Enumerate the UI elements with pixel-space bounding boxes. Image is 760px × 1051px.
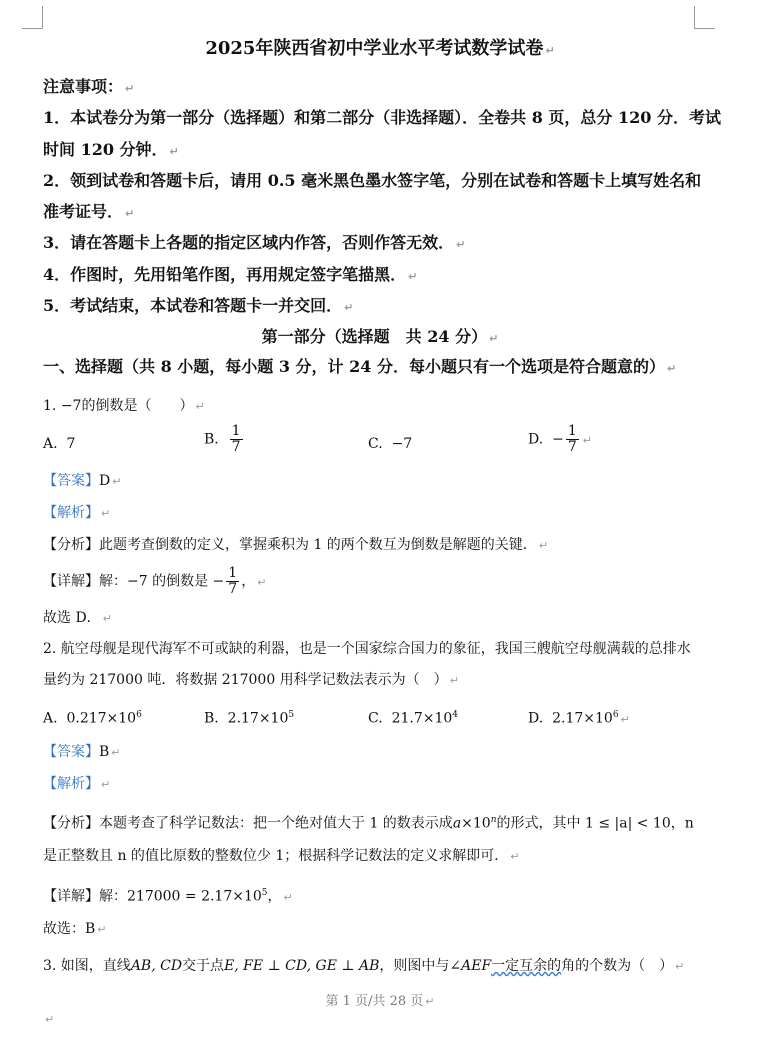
note-item: 准考证号． ↵	[43, 202, 135, 221]
page-footer: 第 1 页/共 28 页 ↵	[325, 994, 435, 1009]
q1-option-d: D. − $\frac{1}{7}$ ↵	[528, 423, 592, 455]
q1-answer: 【答案】D ↵	[43, 473, 122, 489]
q2-option-c: C. $21.7\times 10^4$	[368, 710, 459, 727]
q2-detail: 【详解】解：$217000 = 2.17\times 10^5$， ↵	[43, 888, 293, 905]
q1-option-b: B. $\frac{1}{7}$	[204, 423, 241, 455]
part1-title: 第一部分（选择题 共 24 分） ↵	[261, 327, 499, 346]
q2-option-b: B. $2.17\times 10^5$	[204, 710, 295, 727]
section1-title: 一、选择题（共 8 小题，每小题 3 分，计 24 分．每小题只有一个选项是符合题意的） ↵	[43, 357, 677, 376]
q2-choose: 故选：B ↵	[43, 921, 107, 937]
q1-choose: 故选 D． ↵	[43, 610, 112, 626]
trailing-paragraph-mark: ↵	[45, 1013, 55, 1026]
note-item: 5．考试结束，本试卷和答题卡一并交回． ↵	[43, 296, 354, 315]
q1-option-a: A. 7	[43, 436, 76, 452]
q1-fenxi: 【分析】此题考查倒数的定义，掌握乘积为 1 的两个数互为倒数是解题的关键． ↵	[43, 537, 549, 553]
q1-detail: 【详解】解：−7 的倒数是 − $\frac{1}{7}$ ， ↵	[43, 565, 267, 597]
q2-fenxi-line2: 是正整数且 n 的值比原数的整数位少 1；根据科学记数法的定义求解即可． ↵	[43, 848, 520, 864]
note-item: 2．领到试卷和答题卡后，请用 0.5 毫米黑色墨水签字笔，分别在试卷和答题卡上填写姓名和	[43, 171, 702, 190]
q2-stem-line2: 量约为 217000 吨．将数据 217000 用科学记数法表示为（ ） ↵	[43, 672, 459, 688]
note-item: 4．作图时，先用铅笔作图，再用规定签字笔描黑． ↵	[43, 265, 418, 284]
note-item: 1．本试卷分为第一部分（选择题）和第二部分（非选择题）．全卷共 8 页，总分 120 分．考试	[43, 108, 721, 127]
q2-fenxi-line1: 【分析】本题考查了科学记数法：把一个绝对值大于 1 的数表示成$a\times 10^n$的形式，其中 1 ≤ |a| < 10，n	[43, 815, 694, 832]
q3-stem: 3. 如图，直线AB, CD交于点E, FE ⊥ CD, GE ⊥ AB，则图中与∠AEF一定互余的角的个数为（ ） ↵	[43, 958, 685, 974]
q2-option-d: D. $2.17\times 10^6$ ↵	[528, 710, 630, 727]
q1-analysis-tag: 【解析】 ↵	[43, 505, 111, 521]
notes-heading: 注意事项： ↵	[43, 77, 135, 96]
q2-analysis-tag: 【解析】 ↵	[43, 776, 111, 792]
q2-option-a: A. $0.217\times 10^6$	[43, 710, 142, 727]
crop-mark-top-right	[694, 6, 715, 29]
q1-stem: 1. −7的倒数是（ ） ↵	[43, 398, 205, 414]
note-item: 3．请在答题卡上各题的指定区域内作答，否则作答无效． ↵	[43, 233, 466, 252]
note-item: 时间 120 分钟． ↵	[43, 140, 179, 159]
crop-mark-top-left	[22, 6, 43, 29]
q2-stem-line1: 2. 航空母舰是现代海军不可或缺的利器，也是一个国家综合国力的象征，我国三艘航空母舰满载的总排水	[43, 641, 691, 657]
page-title: 2025年陕西省初中学业水平考试数学试卷 ↵	[205, 38, 555, 59]
q1-option-c: C. −7	[368, 436, 413, 452]
q2-answer: 【答案】B ↵	[43, 744, 121, 760]
